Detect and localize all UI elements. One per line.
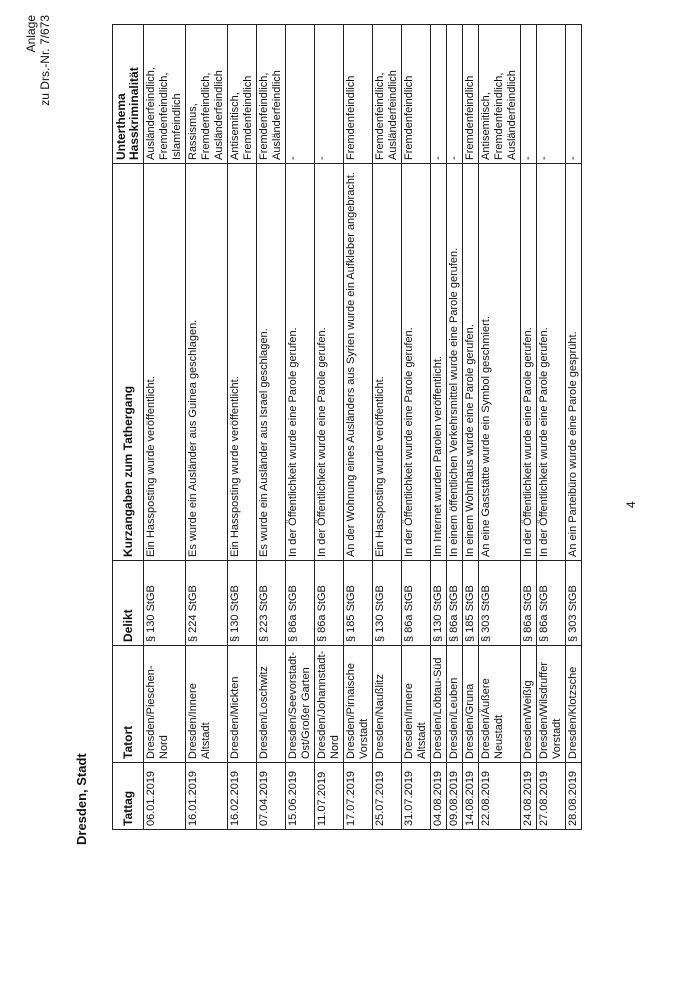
cell-delikt: § 86a StGB bbox=[402, 561, 431, 646]
annex-label bbox=[24, 15, 52, 115]
cell-delikt: § 130 StGB bbox=[431, 561, 447, 646]
table-row bbox=[463, 25, 479, 830]
cell-delikt: § 86a StGB bbox=[315, 561, 344, 646]
cell-tattag: 14.08.2019 bbox=[463, 763, 479, 830]
cell-unterthema: Fremdenfeindlich bbox=[344, 25, 373, 164]
table-body bbox=[144, 25, 582, 830]
cell-kurzangaben: In der Öffentlichkeit wurde eine Parole gerufen. bbox=[286, 164, 315, 561]
table-row bbox=[286, 25, 315, 830]
table-row bbox=[373, 25, 402, 830]
cell-tatort: Dresden/Äußere Neustadt bbox=[479, 646, 521, 763]
cell-unterthema: Antisemitisch, Fremdenfeindlich bbox=[228, 25, 257, 164]
cell-unterthema: - bbox=[431, 25, 447, 164]
cell-tattag: 17.07.2019 bbox=[344, 763, 373, 830]
column-header-kurzangaben: Kurzangaben zum Tathergang bbox=[113, 164, 144, 561]
cell-tattag: 04.08.2019 bbox=[431, 763, 447, 830]
cell-unterthema: - bbox=[315, 25, 344, 164]
cell-tatort: Dresden/Pieschen-Nord bbox=[144, 646, 186, 763]
cell-unterthema: - bbox=[286, 25, 315, 164]
cell-kurzangaben: In der Öffentlichkeit wurde eine Parole gerufen. bbox=[402, 164, 431, 561]
cell-unterthema: - bbox=[521, 25, 537, 164]
cell-kurzangaben: Es wurde ein Ausländer aus Israel geschlagen. bbox=[257, 164, 286, 561]
cell-kurzangaben: Ein Hassposting wurde veröffentlicht. bbox=[228, 164, 257, 561]
cell-kurzangaben: An der Wohnung eines Ausländers aus Syrien wurde ein Aufkleber angebracht. bbox=[344, 164, 373, 561]
cell-delikt: § 86a StGB bbox=[537, 561, 566, 646]
cell-unterthema: Antisemitisch, Fremdenfeindlich, Ausländerfeindlich bbox=[479, 25, 521, 164]
cell-delikt: § 185 StGB bbox=[463, 561, 479, 646]
cell-tattag: 11.07.2019 bbox=[315, 763, 344, 830]
cell-delikt: § 185 StGB bbox=[344, 561, 373, 646]
cell-unterthema: - bbox=[566, 25, 582, 164]
cell-tatort: Dresden/Leuben bbox=[447, 646, 463, 763]
column-header-tatort: Tatort bbox=[113, 646, 144, 763]
cell-tatort: Dresden/Innere Altstadt bbox=[402, 646, 431, 763]
cell-delikt: § 223 StGB bbox=[257, 561, 286, 646]
cell-delikt: § 86a StGB bbox=[447, 561, 463, 646]
cell-unterthema: Ausländerfeindlich, Fremdenfeindlich, Islamfeindlich bbox=[144, 25, 186, 164]
column-header-delikt: Delikt bbox=[113, 561, 144, 646]
table-header-row bbox=[113, 25, 144, 830]
cell-tatort: Dresden/Seevorstadt-Ost/Großer Garten bbox=[286, 646, 315, 763]
cell-tatort: Dresden/Klotzsche bbox=[566, 646, 582, 763]
cell-kurzangaben: In einem öffentlichen Verkehrsmittel wurde eine Parole gerufen. bbox=[447, 164, 463, 561]
annex-title: Anlage bbox=[24, 15, 38, 53]
page-title: Dresden, Stadt bbox=[74, 753, 89, 845]
table-row bbox=[537, 25, 566, 830]
cell-delikt: § 86a StGB bbox=[521, 561, 537, 646]
table-row bbox=[315, 25, 344, 830]
cell-tattag: 15.06.2019 bbox=[286, 763, 315, 830]
page-number: 4 bbox=[624, 501, 638, 508]
cell-kurzangaben: An eine Gaststätte wurde ein Symbol geschmiert. bbox=[479, 164, 521, 561]
cell-delikt: § 303 StGB bbox=[566, 561, 582, 646]
cell-tatort: Dresden/Mickten bbox=[228, 646, 257, 763]
cell-unterthema: - bbox=[447, 25, 463, 164]
cell-tatort: Dresden/Weißig bbox=[521, 646, 537, 763]
cell-delikt: § 130 StGB bbox=[144, 561, 186, 646]
table-row bbox=[144, 25, 186, 830]
cell-tattag: 16.01.2019 bbox=[186, 763, 228, 830]
column-header-tattag: Tattag bbox=[113, 763, 144, 830]
cell-tatort: Dresden/Johannstadt-Nord bbox=[315, 646, 344, 763]
cell-kurzangaben: An ein Parteibüro wurde eine Parole gesprüht. bbox=[566, 164, 582, 561]
cell-kurzangaben: In der Öffentlichkeit wurde eine Parole gerufen. bbox=[315, 164, 344, 561]
cell-tattag: 24.08.2019 bbox=[521, 763, 537, 830]
cell-tatort: Dresden/Gruna bbox=[463, 646, 479, 763]
table-row bbox=[431, 25, 447, 830]
cell-tatort: Dresden/Loschwitz bbox=[257, 646, 286, 763]
cell-kurzangaben: Ein Hassposting wurde veröffentlicht. bbox=[373, 164, 402, 561]
crime-table bbox=[112, 24, 582, 830]
cell-tattag: 27.08.2019 bbox=[537, 763, 566, 830]
cell-unterthema: Fremdenfeindlich bbox=[402, 25, 431, 164]
cell-unterthema: Fremdenfeindlich, Ausländerfeindlich bbox=[257, 25, 286, 164]
cell-tattag: 16.02.2019 bbox=[228, 763, 257, 830]
cell-tattag: 07.04.2019 bbox=[257, 763, 286, 830]
table-row bbox=[566, 25, 582, 830]
cell-tattag: 22.08.2019 bbox=[479, 763, 521, 830]
document-number: zu Drs.-Nr. 7/673 bbox=[38, 15, 52, 106]
cell-delikt: § 86a StGB bbox=[286, 561, 315, 646]
table-row bbox=[402, 25, 431, 830]
cell-tattag: 09.08.2019 bbox=[447, 763, 463, 830]
cell-kurzangaben: Ein Hassposting wurde veröffentlicht. bbox=[144, 164, 186, 561]
cell-kurzangaben: In einem Wohnhaus wurde eine Parole gerufen. bbox=[463, 164, 479, 561]
cell-tatort: Dresden/Innere Altstadt bbox=[186, 646, 228, 763]
cell-kurzangaben: Es wurde ein Ausländer aus Guinea geschlagen. bbox=[186, 164, 228, 561]
table-row bbox=[186, 25, 228, 830]
table-row bbox=[521, 25, 537, 830]
table-row bbox=[344, 25, 373, 830]
table-row bbox=[447, 25, 463, 830]
cell-delikt: § 130 StGB bbox=[373, 561, 402, 646]
cell-tattag: 28.08.2019 bbox=[566, 763, 582, 830]
cell-tatort: Dresden/Naußlitz bbox=[373, 646, 402, 763]
cell-tatort: Dresden/Wilsdruffer Vorstadt bbox=[537, 646, 566, 763]
cell-kurzangaben: In der Öffentlichkeit wurde eine Parole gerufen. bbox=[521, 164, 537, 561]
cell-delikt: § 130 StGB bbox=[228, 561, 257, 646]
table-row bbox=[228, 25, 257, 830]
cell-kurzangaben: In der Öffentlichkeit wurde eine Parole gerufen. bbox=[537, 164, 566, 561]
cell-delikt: § 224 StGB bbox=[186, 561, 228, 646]
table-row bbox=[257, 25, 286, 830]
cell-tatort: Dresden/Pirnaische Vorstadt bbox=[344, 646, 373, 763]
cell-unterthema: Rassismus, Fremdenfeindlich, Ausländerfeindlich bbox=[186, 25, 228, 164]
cell-unterthema: Fremdenfeindlich, Ausländerfeindlich bbox=[373, 25, 402, 164]
cell-unterthema: - bbox=[537, 25, 566, 164]
table-row bbox=[479, 25, 521, 830]
column-header-unterthema: Unterthema Hasskriminalität bbox=[113, 25, 144, 164]
cell-tattag: 31.07.2019 bbox=[402, 763, 431, 830]
cell-delikt: § 303 StGB bbox=[479, 561, 521, 646]
cell-kurzangaben: Im Internet wurden Parolen veröffentlicht. bbox=[431, 164, 447, 561]
cell-tattag: 06.01.2019 bbox=[144, 763, 186, 830]
cell-tatort: Dresden/Löbtau-Süd bbox=[431, 646, 447, 763]
cell-unterthema: Fremdenfeindlich bbox=[463, 25, 479, 164]
cell-tattag: 25.07.2019 bbox=[373, 763, 402, 830]
